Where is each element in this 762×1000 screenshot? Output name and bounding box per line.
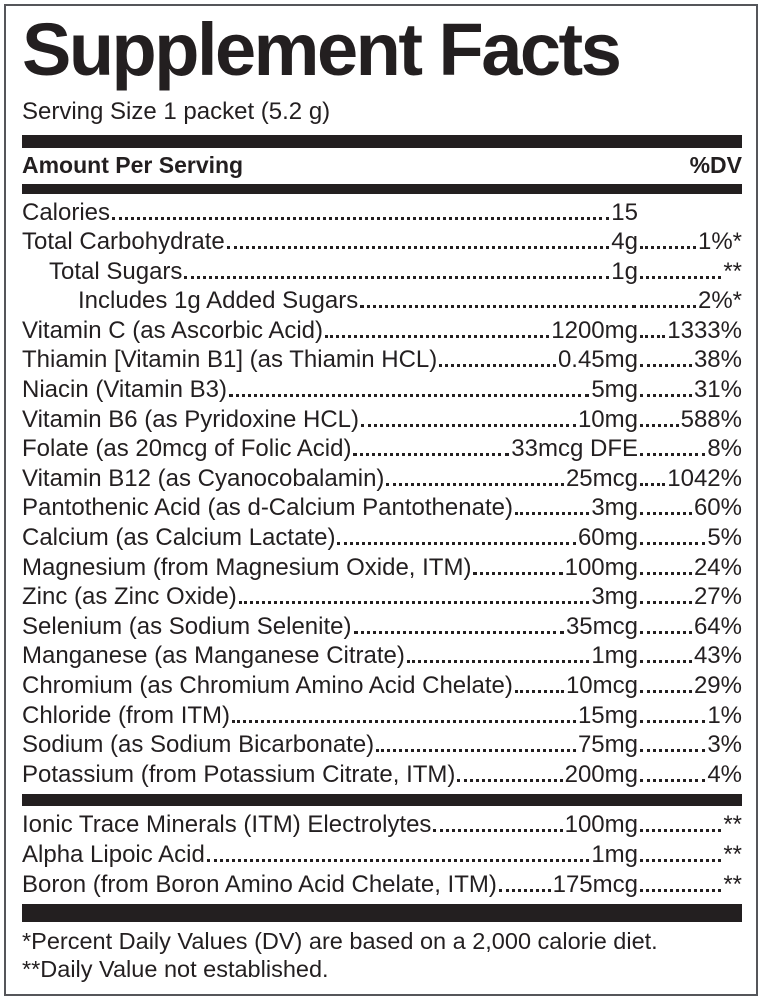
dot-leader xyxy=(640,631,692,634)
dot-leader xyxy=(640,889,721,892)
panel-title: Supplement Facts xyxy=(22,8,620,91)
nutrient-dv: 1042% xyxy=(667,464,742,492)
dot-leader xyxy=(640,276,721,279)
nutrient-label: Selenium (as Sodium Selenite) xyxy=(22,612,352,640)
nutrient-amount: 100mg xyxy=(564,811,638,839)
nutrient-row xyxy=(22,810,742,840)
nutrient-label: Includes 1g Added Sugars xyxy=(78,287,359,315)
dv-box xyxy=(638,642,742,670)
secondary-rows xyxy=(22,810,742,899)
nutrient-label: Sodium (as Sodium Bicarbonate) xyxy=(22,731,375,759)
nutrient-row xyxy=(22,869,742,899)
nutrient-amount: 75mg xyxy=(577,731,638,759)
dot-leader xyxy=(640,859,721,862)
dot-leader xyxy=(640,572,692,575)
dot-leader xyxy=(640,453,705,456)
nutrient-row xyxy=(22,374,742,404)
amount-per-serving-header: Amount Per Serving xyxy=(22,151,244,178)
dv-box xyxy=(638,871,742,899)
dv-box xyxy=(638,761,742,789)
nutrient-row xyxy=(22,582,742,612)
divider-bar-thick-top xyxy=(22,135,742,148)
nutrient-label: Magnesium (from Magnesium Oxide, ITM) xyxy=(22,553,472,581)
dot-leader xyxy=(640,601,692,604)
nutrient-dv: 2%* xyxy=(697,287,742,315)
divider-bar-footnotes xyxy=(22,904,742,922)
main-rows xyxy=(22,197,742,789)
nutrient-dv: 8% xyxy=(707,435,742,463)
dot-leader xyxy=(229,394,589,397)
nutrient-row xyxy=(22,315,742,345)
dv-box xyxy=(638,672,742,700)
nutrient-label: Total Sugars xyxy=(49,257,183,285)
nutrient-label: Pantothenic Acid (as d-Calcium Pantothenate) xyxy=(22,494,513,522)
nutrient-dv: 27% xyxy=(693,583,742,611)
nutrient-amount: 35mcg xyxy=(565,612,638,640)
nutrient-row xyxy=(22,345,742,375)
nutrient-row xyxy=(22,641,742,671)
dot-leader xyxy=(386,483,564,486)
nutrient-amount: 1200mg xyxy=(551,316,638,344)
dv-box xyxy=(638,841,742,869)
dot-leader xyxy=(337,542,576,545)
dot-leader xyxy=(640,424,679,427)
nutrient-row xyxy=(22,493,742,523)
dv-box xyxy=(638,228,742,256)
dot-leader xyxy=(325,335,549,338)
nutrient-label: Vitamin B12 (as Cyanocobalamin) xyxy=(22,464,385,492)
serving-size: Serving Size 1 packet (5.2 g) xyxy=(22,97,331,125)
nutrient-dv: 588% xyxy=(680,405,742,433)
dot-leader xyxy=(515,512,589,515)
dv-box xyxy=(638,494,742,522)
nutrient-row xyxy=(22,700,742,730)
nutrient-dv: 60% xyxy=(693,494,742,522)
divider-bar-under-header xyxy=(22,184,742,194)
dv-box xyxy=(638,376,742,404)
dv-box xyxy=(638,317,742,345)
nutrient-dv: 38% xyxy=(693,346,742,374)
nutrient-amount: 4g xyxy=(611,228,638,256)
dot-leader xyxy=(439,364,556,367)
dot-leader xyxy=(112,217,609,220)
dot-leader xyxy=(640,246,696,249)
dot-leader xyxy=(640,335,665,338)
nutrient-row xyxy=(22,611,742,641)
dot-leader xyxy=(640,720,705,723)
nutrient-amount: 3mg xyxy=(591,494,638,522)
nutrient-label: Chromium (as Chromium Amino Acid Chelate) xyxy=(22,672,513,699)
dv-box xyxy=(638,583,742,611)
nutrient-row xyxy=(22,404,742,434)
dv-box xyxy=(638,258,742,286)
dot-leader xyxy=(227,246,610,249)
dv-box xyxy=(638,554,742,582)
nutrient-dv: 24% xyxy=(693,553,742,581)
nutrient-dv: ** xyxy=(723,257,742,285)
nutrient-label: Boron (from Boron Amino Acid Chelate, ITM) xyxy=(22,870,497,898)
nutrient-dv: 1%* xyxy=(697,228,742,256)
dot-leader xyxy=(640,660,692,663)
dot-leader xyxy=(640,829,721,832)
dot-leader xyxy=(640,305,696,308)
nutrient-label: Manganese (as Manganese Citrate) xyxy=(22,642,405,670)
nutrient-amount: 3mg xyxy=(591,583,638,611)
nutrient-row xyxy=(22,227,742,257)
nutrient-dv: ** xyxy=(723,840,742,868)
nutrient-amount: 33mcg DFE xyxy=(511,435,638,463)
nutrient-row xyxy=(22,286,742,316)
dot-leader xyxy=(184,276,609,279)
nutrient-row xyxy=(22,256,742,286)
footnote-daily-values: *Percent Daily Values (DV) are based on a 2,000 calorie diet. xyxy=(22,927,658,954)
nutrient-dv: 64% xyxy=(693,612,742,640)
divider-bar-secondary-top xyxy=(22,794,742,806)
nutrient-dv: ** xyxy=(723,811,742,839)
dot-leader xyxy=(354,631,564,634)
nutrient-row xyxy=(22,522,742,552)
dot-leader xyxy=(361,424,576,427)
nutrient-row xyxy=(22,759,742,789)
nutrient-label: Folate (as 20mcg of Folic Acid) xyxy=(22,435,352,463)
nutrient-amount: 25mcg xyxy=(565,464,638,492)
column-header-row xyxy=(22,148,742,184)
nutrient-label: Calcium (as Calcium Lactate) xyxy=(22,524,336,552)
nutrient-amount: 0.45mg xyxy=(557,346,638,374)
nutrient-row xyxy=(22,434,742,464)
dot-leader xyxy=(640,394,692,397)
nutrient-dv: 3% xyxy=(707,731,742,759)
nutrient-row xyxy=(22,197,742,227)
dv-box xyxy=(638,731,742,759)
dot-leader xyxy=(360,305,636,308)
nutrient-label: Ionic Trace Minerals (ITM) Electrolytes xyxy=(22,811,432,839)
nutrient-label: Potassium (from Potassium Citrate, ITM) xyxy=(22,760,456,788)
dot-leader xyxy=(640,512,692,515)
nutrient-row xyxy=(22,730,742,760)
nutrient-amount: 1g xyxy=(611,257,638,285)
footnotes xyxy=(22,927,742,983)
dv-box xyxy=(638,406,742,434)
dv-box xyxy=(638,524,742,552)
nutrient-row xyxy=(22,463,742,493)
nutrient-label: Total Carbohydrate xyxy=(22,228,225,256)
dot-leader xyxy=(207,859,590,862)
dot-leader xyxy=(239,601,590,604)
dot-leader xyxy=(640,690,692,693)
nutrient-label: Vitamin B6 (as Pyridoxine HCL) xyxy=(22,405,360,433)
dot-leader xyxy=(376,749,576,752)
nutrient-label: Thiamin [Vitamin B1] (as Thiamin HCL) xyxy=(22,346,438,374)
dot-leader xyxy=(407,660,589,663)
nutrient-amount: 5mg xyxy=(591,376,638,404)
nutrient-label: Calories xyxy=(22,198,111,226)
dot-leader xyxy=(640,483,665,486)
dv-box xyxy=(638,702,742,730)
supplement-facts-panel xyxy=(4,4,758,996)
dv-box xyxy=(638,811,742,839)
nutrient-amount: 10mg xyxy=(577,405,638,433)
nutrient-dv: ** xyxy=(723,870,742,898)
nutrient-label: Vitamin C (as Ascorbic Acid) xyxy=(22,316,323,344)
nutrient-dv: 4% xyxy=(707,760,742,788)
dv-box xyxy=(638,465,742,493)
dot-leader xyxy=(499,889,551,892)
nutrient-amount: 10mcg xyxy=(565,672,638,699)
nutrient-amount: 100mg xyxy=(564,553,638,581)
nutrient-amount: 175mcg xyxy=(552,870,638,898)
nutrient-amount: 15 xyxy=(611,198,638,226)
nutrient-dv: 31% xyxy=(693,376,742,404)
nutrient-amount: 200mg xyxy=(564,760,638,788)
dot-leader xyxy=(515,690,564,693)
dot-leader xyxy=(433,829,562,832)
nutrient-row xyxy=(22,670,742,700)
dv-box xyxy=(638,287,742,315)
nutrient-dv: 43% xyxy=(693,642,742,670)
nutrient-label: Zinc (as Zinc Oxide) xyxy=(22,583,237,611)
nutrient-row xyxy=(22,839,742,869)
footnote-not-established: **Daily Value not established. xyxy=(22,955,329,982)
percent-dv-header: %DV xyxy=(689,151,742,178)
nutrient-amount: 1mg xyxy=(591,840,638,868)
nutrient-label: Chloride (from ITM) xyxy=(22,701,231,729)
dot-leader xyxy=(640,542,705,545)
dot-leader xyxy=(640,749,705,752)
dv-box xyxy=(638,346,742,374)
nutrient-dv: 29% xyxy=(693,672,742,699)
nutrient-amount: 1mg xyxy=(591,642,638,670)
dv-box xyxy=(638,435,742,463)
nutrient-dv: 1% xyxy=(707,701,742,729)
nutrient-label: Niacin (Vitamin B3) xyxy=(22,376,227,404)
dot-leader xyxy=(457,779,562,782)
nutrient-dv: 5% xyxy=(707,524,742,552)
nutrient-amount: 15mg xyxy=(577,701,638,729)
nutrient-amount: 60mg xyxy=(577,524,638,552)
dv-box xyxy=(638,220,742,227)
dot-leader xyxy=(232,720,576,723)
dot-leader xyxy=(473,572,562,575)
dot-leader xyxy=(640,364,692,367)
nutrient-dv: 1333% xyxy=(667,316,742,344)
dot-leader xyxy=(640,779,705,782)
nutrient-label: Alpha Lipoic Acid xyxy=(22,840,205,868)
dv-box xyxy=(638,613,742,641)
nutrient-row xyxy=(22,552,742,582)
dot-leader xyxy=(353,453,509,456)
